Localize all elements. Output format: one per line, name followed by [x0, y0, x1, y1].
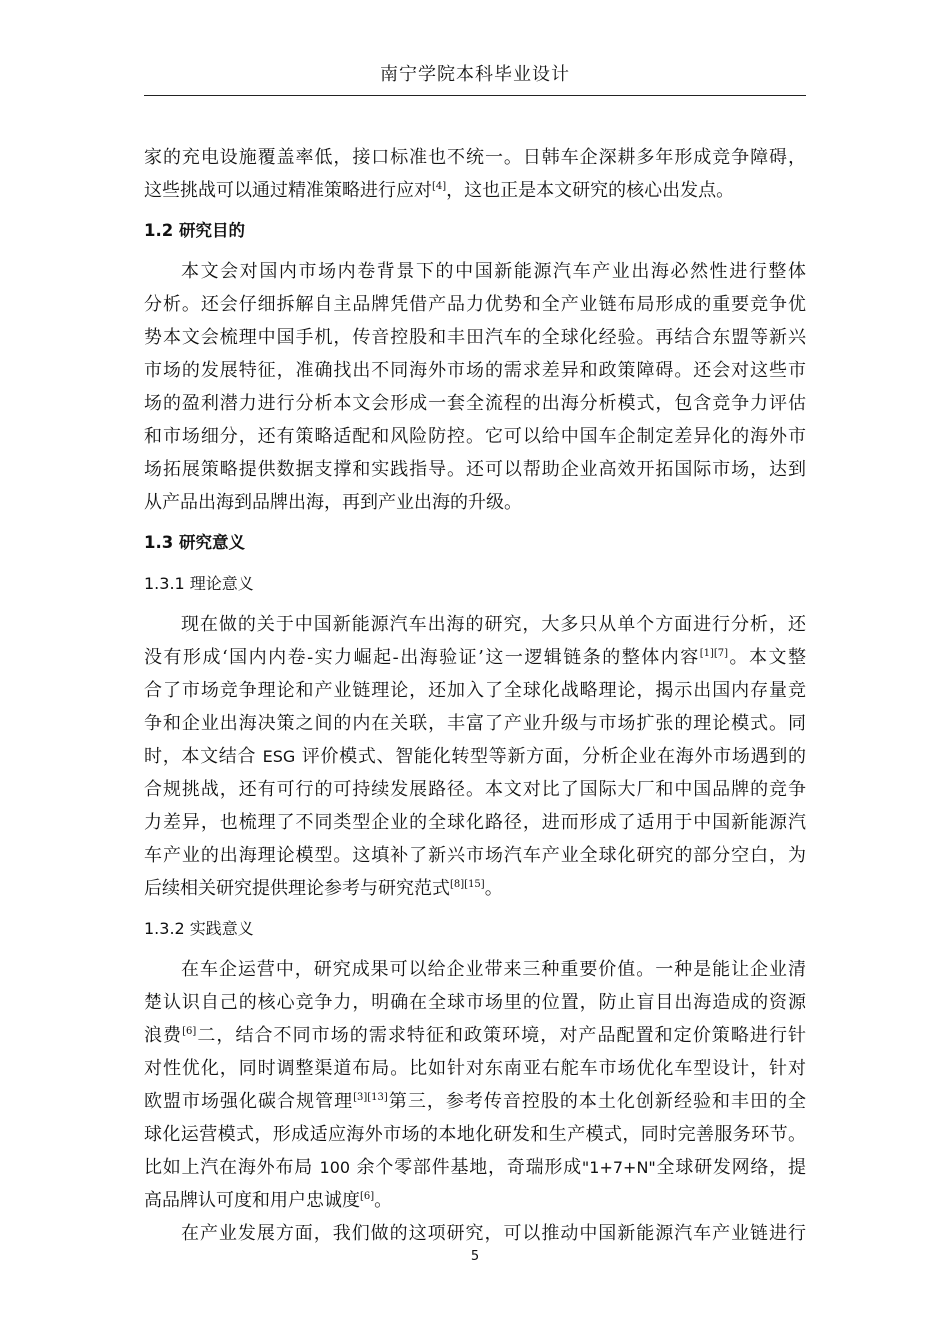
body-paragraph-line: 分析。还会仔细拆解自主品牌凭借产品力优势和全产业链布局形成的重要竞争优 — [144, 294, 806, 315]
body-paragraph-line: 这些挑战可以通过精准策略进行应对[4]，这也正是本文研究的核心出发点。 — [144, 180, 735, 201]
body-paragraph-line: 本文会对国内市场内卷背景下的中国新能源汽车产业出海必然性进行整体 — [181, 261, 806, 282]
body-paragraph-line: 楚认识自己的核心竞争力，明确在全球市场里的位置，防止盲目出海造成的资源 — [144, 992, 806, 1013]
body-paragraph-line: 高品牌认可度和用户忠诚度[6]。 — [144, 1190, 393, 1211]
section-heading: 1.3 研究意义 — [144, 533, 245, 552]
body-paragraph-line: 车产业的出海理论模型。这填补了新兴市场汽车产业全球化研究的部分空白，为 — [144, 845, 806, 866]
body-paragraph-line: 合规挑战，还有可行的可持续发展路径。本文对比了国际大厂和中国品牌的竞争 — [144, 779, 806, 800]
body-paragraph-line: 场拓展策略提供数据支撑和实践指导。还可以帮助企业高效开拓国际市场，达到 — [144, 459, 806, 480]
body-paragraph-line: 球化运营模式，形成适应海外市场的本地化研发和生产模式，同时完善服务环节。 — [144, 1124, 806, 1145]
body-paragraph-line: 和市场细分，还有策略适配和风险防控。它可以给中国车企制定差异化的海外市 — [144, 426, 806, 447]
page-number: 5 — [470, 1249, 480, 1264]
body-paragraph-line: 时，本文结合 ESG 评价模式、智能化转型等新方面，分析企业在海外市场遇到的 — [144, 746, 806, 767]
body-paragraph-line: 从产品出海到品牌出海，再到产业出海的升级。 — [144, 492, 522, 513]
body-paragraph-line: 合了市场竞争理论和产业链理论，还加入了全球化战略理论，揭示出国内存量竞 — [144, 680, 806, 701]
body-paragraph-line: 对性优化，同时调整渠道布局。比如针对东南亚右舵车市场优化车型设计，针对 — [144, 1058, 806, 1079]
body-paragraph-line: 后续相关研究提供理论参考与研究范式[8][15]。 — [144, 878, 503, 899]
body-paragraph-line: 没有形成‘国内内卷-实力崛起-出海验证’这一逻辑链条的整体内容[1][7]。本文整 — [144, 647, 806, 668]
citation-ref: [3][13] — [353, 1092, 388, 1103]
body-paragraph-line: 市场的发展特征，准确找出不同海外市场的需求差异和政策障碍。还会对这些市 — [144, 360, 806, 381]
body-paragraph-line: 力差异，也梳理了不同类型企业的全球化路径，进而形成了适用于中国新能源汽 — [144, 812, 806, 833]
body-paragraph-line: 家的充电设施覆盖率低，接口标准也不统一。日韩车企深耕多年形成竞争障碍， — [144, 147, 806, 168]
body-paragraph-line: 在车企运营中，研究成果可以给企业带来三种重要价值。一种是能让企业清 — [181, 959, 806, 980]
body-paragraph-line: 势本文会梳理中国手机，传音控股和丰田汽车的全球化经验。再结合东盟等新兴 — [144, 327, 806, 348]
body-paragraph-line: 欧盟市场强化碳合规管理[3][13]第三，参考传音控股的本土化创新经验和丰田的全 — [144, 1091, 807, 1112]
body-paragraph-line: 争和企业出海决策之间的内在关联，丰富了产业升级与市场扩张的理论模式。同 — [144, 713, 806, 734]
subsection-heading: 1.3.1 理论意义 — [144, 574, 254, 593]
body-paragraph-line: 比如上汽在海外布局 100 余个零部件基地，奇瑞形成"1+7+N"全球研发网络，提 — [144, 1157, 806, 1178]
body-paragraph-line: 场的盈利潜力进行分析本文会形成一套全流程的出海分析模式，包含竞争力评估 — [144, 393, 806, 414]
body-paragraph-line: 浪费[6]二，结合不同市场的需求特征和政策环境，对产品配置和定价策略进行针 — [144, 1025, 806, 1046]
body-paragraph-line: 现在做的关于中国新能源汽车出海的研究，大多只从单个方面进行分析，还 — [181, 614, 806, 635]
body-paragraph-line: 在产业发展方面，我们做的这项研究，可以推动中国新能源汽车产业链进行 — [181, 1223, 806, 1244]
citation-ref: [1][7] — [699, 648, 729, 659]
page-header-title: 南宁学院本科毕业设计 — [380, 64, 570, 85]
section-heading: 1.2 研究目的 — [144, 221, 245, 240]
citation-ref: [8][15] — [450, 879, 485, 890]
citation-ref: [4] — [432, 181, 447, 192]
citation-ref: [6] — [182, 1026, 197, 1037]
subsection-heading: 1.3.2 实践意义 — [144, 919, 254, 938]
header-divider — [144, 95, 806, 96]
citation-ref: [6] — [360, 1191, 375, 1202]
